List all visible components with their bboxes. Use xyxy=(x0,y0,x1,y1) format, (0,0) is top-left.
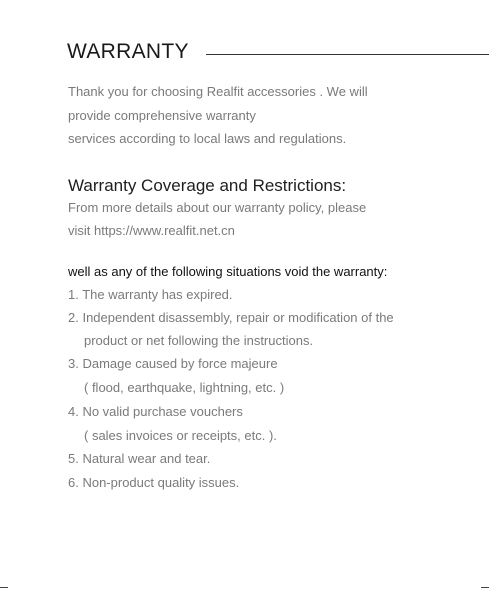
void-notice: well as any of the following situations void the warranty: xyxy=(68,264,388,279)
crop-mark-left xyxy=(0,587,8,588)
page-title: WARRANTY xyxy=(67,40,189,63)
intro-line-2: provide comprehensive warranty xyxy=(68,108,256,123)
condition-4: 4. No valid purchase vouchers xyxy=(68,404,243,419)
condition-5: 5. Natural wear and tear. xyxy=(68,451,211,466)
coverage-line-1: From more details about our warranty policy, please xyxy=(68,200,367,215)
condition-1: 1. The warranty has expired. xyxy=(68,287,233,302)
warranty-header xyxy=(67,38,489,68)
coverage-line-2: visit https://www.realfit.net.cn xyxy=(68,223,235,238)
crop-mark-right xyxy=(481,587,489,588)
condition-4-continuation: ( sales invoices or receipts, etc. ). xyxy=(84,428,277,443)
intro-line-1: Thank you for choosing Realfit accessories . We will xyxy=(68,84,368,99)
condition-3-continuation: ( flood, earthquake, lightning, etc. ) xyxy=(84,380,285,395)
condition-2-continuation: product or net following the instructions. xyxy=(84,333,314,348)
condition-6: 6. Non-product quality issues. xyxy=(68,475,240,490)
intro-line-3: services according to local laws and regulations. xyxy=(68,131,347,146)
coverage-title: Warranty Coverage and Restrictions: xyxy=(68,176,347,195)
condition-2: 2. Independent disassembly, repair or modification of the xyxy=(68,310,394,325)
heading-divider xyxy=(206,54,489,55)
condition-3: 3. Damage caused by force majeure xyxy=(68,356,278,371)
